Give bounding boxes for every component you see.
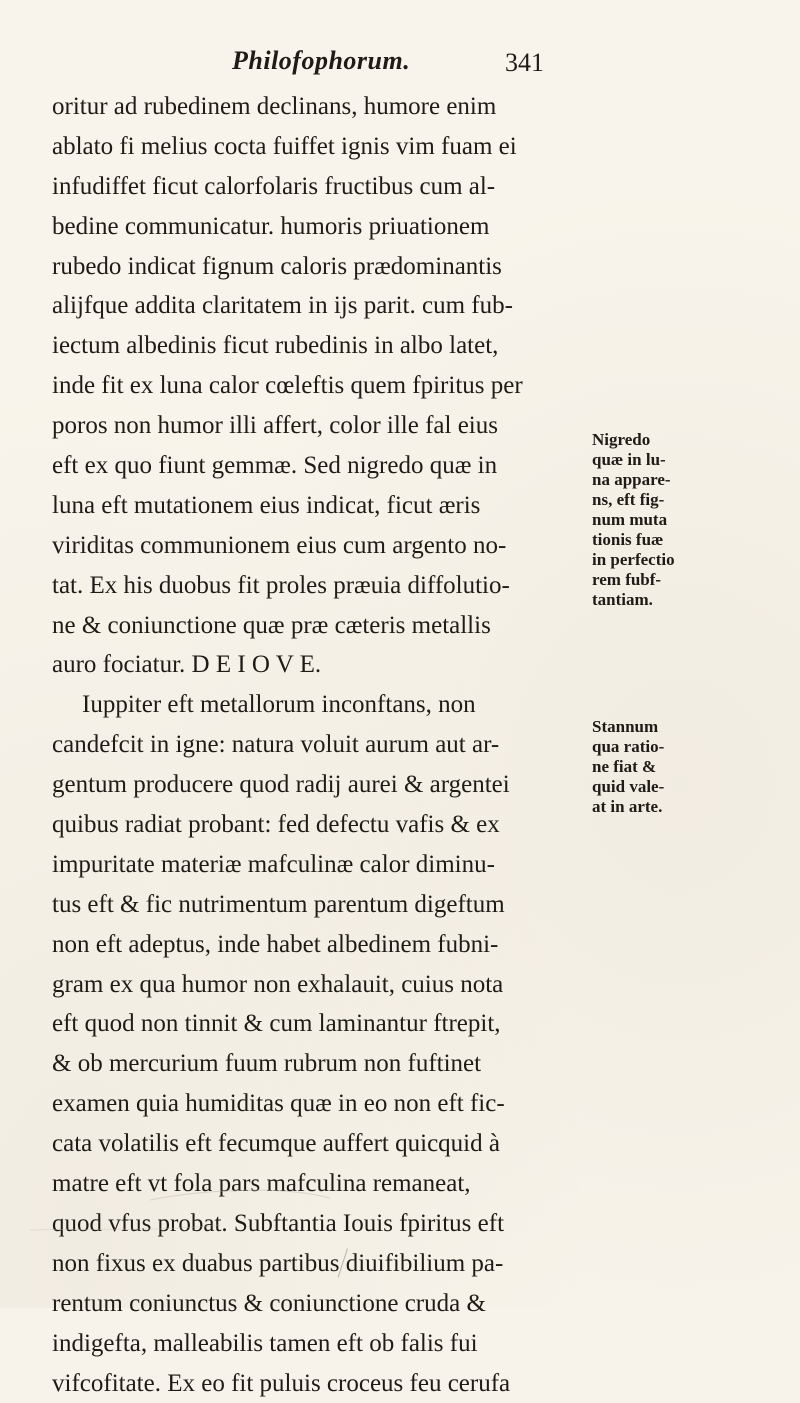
text-line: viriditas communionem eius cum argento no- [52, 526, 577, 566]
margin-note-line: ns, eft fig- [592, 490, 720, 510]
text-line: eft ex quo fiunt gemmæ. Sed nigredo quæ in [52, 446, 577, 486]
margin-note-line: na appare- [592, 470, 720, 490]
text-line: cata volatilis eft fecumque auffert quicquid à [52, 1124, 577, 1164]
margin-note-line: ne fiat & [592, 757, 720, 777]
margin-note-line: Nigredo [592, 430, 720, 450]
margin-note-line: quæ in lu- [592, 450, 720, 470]
margin-note-line: num muta [592, 510, 720, 530]
text-line: eft quod non tinnit & cum laminantur ftrepit, [52, 1004, 577, 1044]
text-line: Iuppiter eft metallorum inconftans, non [52, 685, 577, 725]
text-line: impuritate materiæ mafculinæ calor diminu- [52, 845, 577, 885]
section-heading-line: auro fociatur. D E I O V E. [52, 645, 577, 685]
text-line: oritur ad rubedinem declinans, humore enim [52, 87, 577, 127]
running-head: Philofophorum. [232, 46, 410, 76]
text-line: gentum producere quod radij aurei & argentei [52, 765, 577, 805]
text-line: indigefta, malleabilis tamen eft ob falis fui [52, 1324, 577, 1364]
text-line: quod vfus probat. Subftantia Iouis fpiritus eft [52, 1204, 577, 1244]
text-line: rentum coniunctus & coniunctione cruda & [52, 1284, 577, 1324]
text-line: candefcit in igne: natura voluit aurum aut ar- [52, 725, 577, 765]
margin-note-stannum [592, 717, 720, 817]
margin-note-line: rem fubf- [592, 570, 720, 590]
text-line: gram ex qua humor non exhalauit, cuius nota [52, 965, 577, 1005]
text-line: non fixus ex duabus partibus diuifibilium pa- [52, 1244, 577, 1284]
text-line: ablato fi melius cocta fuiffet ignis vim fuam ei [52, 127, 577, 167]
margin-note-line: quid vale- [592, 777, 720, 797]
margin-note-line: at in arte. [592, 797, 720, 817]
text-line: ne & coniunctione quæ præ cæteris metallis [52, 606, 577, 646]
text-line: alijfque addita claritatem in ijs parit. cum fub- [52, 286, 577, 326]
text-line: non eft adeptus, inde habet albedinem fubni- [52, 925, 577, 965]
margin-note-line: in perfectio [592, 550, 720, 570]
margin-note-line: qua ratio- [592, 737, 720, 757]
page-number: 341 [505, 48, 544, 78]
text-line: bedine communicatur. humoris priuationem [52, 207, 577, 247]
paper-stain-mark [0, 1180, 800, 1280]
text-line: poros non humor illi affert, color ille fal eius [52, 406, 577, 446]
text-line: vifcofitate. Ex eo fit puluis croceus feu cerufa [52, 1364, 577, 1403]
text-line: rubedo indicat fignum caloris prædominantis [52, 247, 577, 287]
text-line: iectum albedinis ficut rubedinis in albo latet, [52, 326, 577, 366]
text-line: luna eft mutationem eius indicat, ficut æris [52, 486, 577, 526]
text-line: matre eft vt fola pars mafculina remaneat, [52, 1164, 577, 1204]
text-line: tat. Ex his duobus fit proles præuia diffolutio- [52, 566, 577, 606]
margin-note-nigredo [592, 430, 720, 610]
text-line: quibus radiat probant: fed defectu vafis & ex [52, 805, 577, 845]
margin-note-line: tantiam. [592, 590, 720, 610]
text-line: inde fit ex luna calor cœleftis quem fpiritus per [52, 366, 577, 406]
text-line: examen quia humiditas quæ in eo non eft fic- [52, 1084, 577, 1124]
text-line: tus eft & fic nutrimentum parentum digeftum [52, 885, 577, 925]
text-line: infudiffet ficut calorfolaris fructibus cum al- [52, 167, 577, 207]
margin-note-line: Stannum [592, 717, 720, 737]
page-header [0, 46, 800, 88]
text-line: & ob mercurium fuum rubrum non fuftinet [52, 1044, 577, 1084]
margin-note-line: tionis fuæ [592, 530, 720, 550]
